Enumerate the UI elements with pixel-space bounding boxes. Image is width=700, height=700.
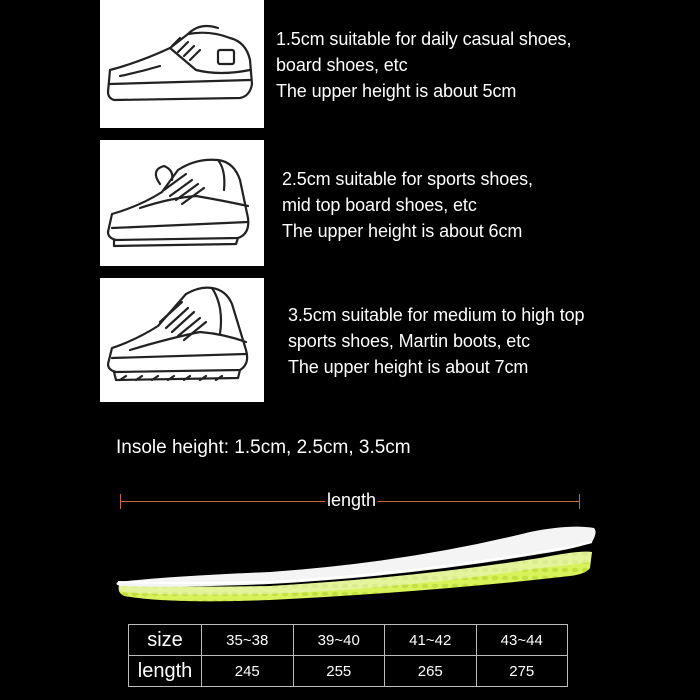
option-1-line-2: board shoes, etc <box>276 55 408 75</box>
mid-top-sneaker-icon <box>100 140 264 266</box>
length-row-label: length <box>129 656 202 687</box>
insole-height-text: Insole height: 1.5cm, 2.5cm, 3.5cm <box>116 437 411 458</box>
option-3-line-1: 3.5cm suitable for medium to high top <box>288 305 585 325</box>
size-cell: 43~44 <box>476 625 568 656</box>
size-table <box>128 624 568 687</box>
length-right-cap <box>579 494 580 509</box>
option-2-line-2: mid top board shoes, etc <box>282 195 477 215</box>
option-3-line-3: The upper height is about 7cm <box>288 357 529 377</box>
size-row-label: size <box>129 625 202 656</box>
size-cell: 39~40 <box>293 625 385 656</box>
length-row <box>129 656 568 687</box>
option-2-line-1: 2.5cm suitable for sports shoes, <box>282 169 533 189</box>
high-top-sneaker-icon <box>100 278 264 402</box>
option-1-line-3: The upper height is about 5cm <box>276 81 517 101</box>
size-row <box>129 625 568 656</box>
low-top-shoe-card <box>100 0 264 128</box>
length-cell: 245 <box>202 656 294 687</box>
high-top-shoe-card <box>100 278 264 402</box>
size-cell: 35~38 <box>202 625 294 656</box>
length-cell: 275 <box>476 656 568 687</box>
option-2-line-3: The upper height is about 6cm <box>282 221 523 241</box>
insole-image <box>110 518 600 618</box>
length-cell: 255 <box>293 656 385 687</box>
low-top-sneaker-icon <box>100 0 264 128</box>
length-cell: 265 <box>385 656 477 687</box>
option-description-2 <box>282 166 533 244</box>
option-3-line-2: sports shoes, Martin boots, etc <box>288 331 531 351</box>
mid-top-shoe-card <box>100 140 264 266</box>
length-indicator <box>120 490 580 512</box>
option-description-3 <box>288 302 584 380</box>
option-1-line-1: 1.5cm suitable for daily casual shoes, <box>276 29 572 49</box>
size-cell: 41~42 <box>385 625 477 656</box>
length-label: length <box>327 490 377 510</box>
option-description-1 <box>276 26 571 104</box>
